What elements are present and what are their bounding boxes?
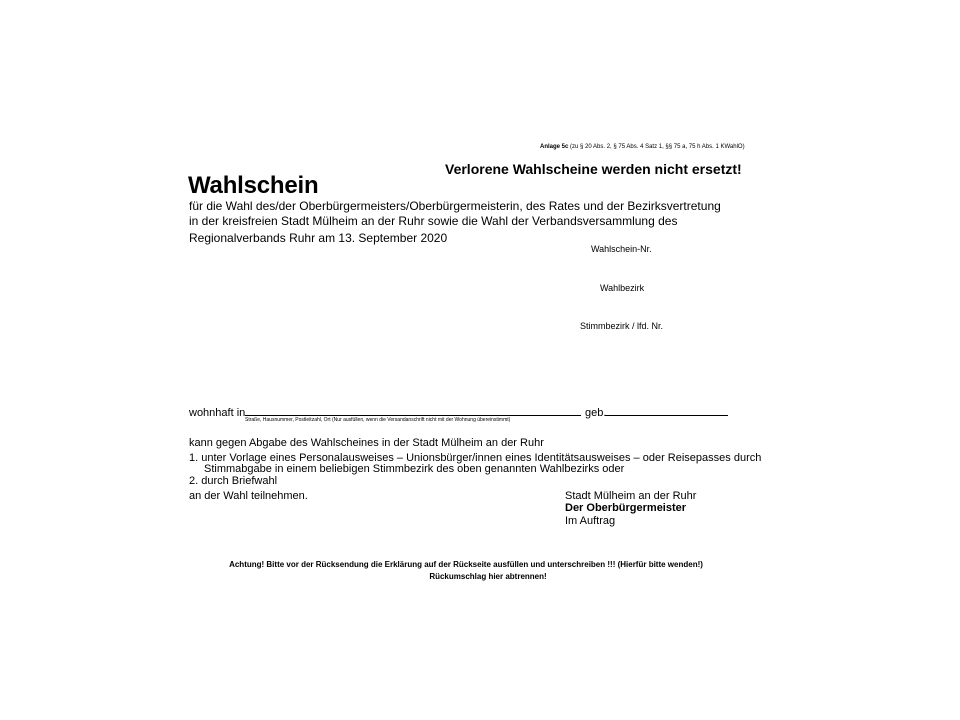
signature-auftrag: Im Auftrag	[565, 515, 616, 527]
condition-item-2: 2. durch Briefwahl	[189, 475, 278, 487]
residence-address-line	[245, 415, 581, 416]
intro-line-1: für die Wahl des/der Oberbürgermeisters/Oberbürgermeisterin, des Rates und der Bezirksvertretung	[189, 199, 721, 213]
anlage-paragraphs: (zu § 20 Abs. 2, § 75 Abs. 4 Satz 1, §§ 75 a, 75 h Abs. 1 KWahlO)	[568, 144, 745, 150]
condition-item-1-line-2: Stimmabgabe in einem beliebigen Stimmbezirk des oben genannten Wahlbezirks oder	[204, 463, 625, 475]
intro-line-3: Regionalverbands Ruhr am 13. September 2020	[189, 231, 448, 245]
footer-detach-note: Rückumschlag hier abtrennen!	[429, 572, 547, 581]
conditions-closing: an der Wahl teilnehmen.	[189, 490, 308, 502]
legal-reference	[540, 144, 745, 150]
anlage-label: Anlage 5c	[540, 144, 569, 150]
signature-city: Stadt Mülheim an der Ruhr	[565, 490, 697, 502]
conditions-intro: kann gegen Abgabe des Wahlscheines in der Stadt Mülheim an der Ruhr	[189, 437, 544, 449]
lost-ballot-warning: Verlorene Wahlscheine werden nicht ersetzt!	[445, 161, 742, 177]
signature-office: Der Oberbürgermeister	[565, 502, 687, 514]
wahlbezirk-label: Wahlbezirk	[600, 283, 645, 293]
wahlschein-nr-label: Wahlschein-Nr.	[591, 244, 652, 254]
condition-item-1-line-1: 1. unter Vorlage eines Personalausweises – Unionsbürger/innen eines Identitätsausweises – oder Reisepasses durch	[189, 452, 762, 464]
document-title: Wahlschein	[188, 172, 319, 199]
residence-hint: Straße, Hausnummer, Postleitzahl, Ort (Nur ausfüllen, wenn die Versandanschrift nicht mit der Wohnung übereinstimmt)	[245, 417, 511, 423]
footer-warning: Achtung! Bitte vor der Rücksendung die Erklärung auf der Rückseite ausfüllen und unterschreiben !!! (Hierfür bitte wenden!)	[229, 560, 703, 569]
birthdate-label: geb.	[585, 407, 607, 419]
intro-line-2: in der kreisfreien Stadt Mülheim an der Ruhr sowie die Wahl der Verbandsversammlung des	[189, 214, 678, 228]
residence-label: wohnhaft in	[189, 407, 246, 419]
stimmbezirk-label: Stimmbezirk / lfd. Nr.	[580, 321, 664, 331]
birthdate-line	[605, 415, 728, 416]
